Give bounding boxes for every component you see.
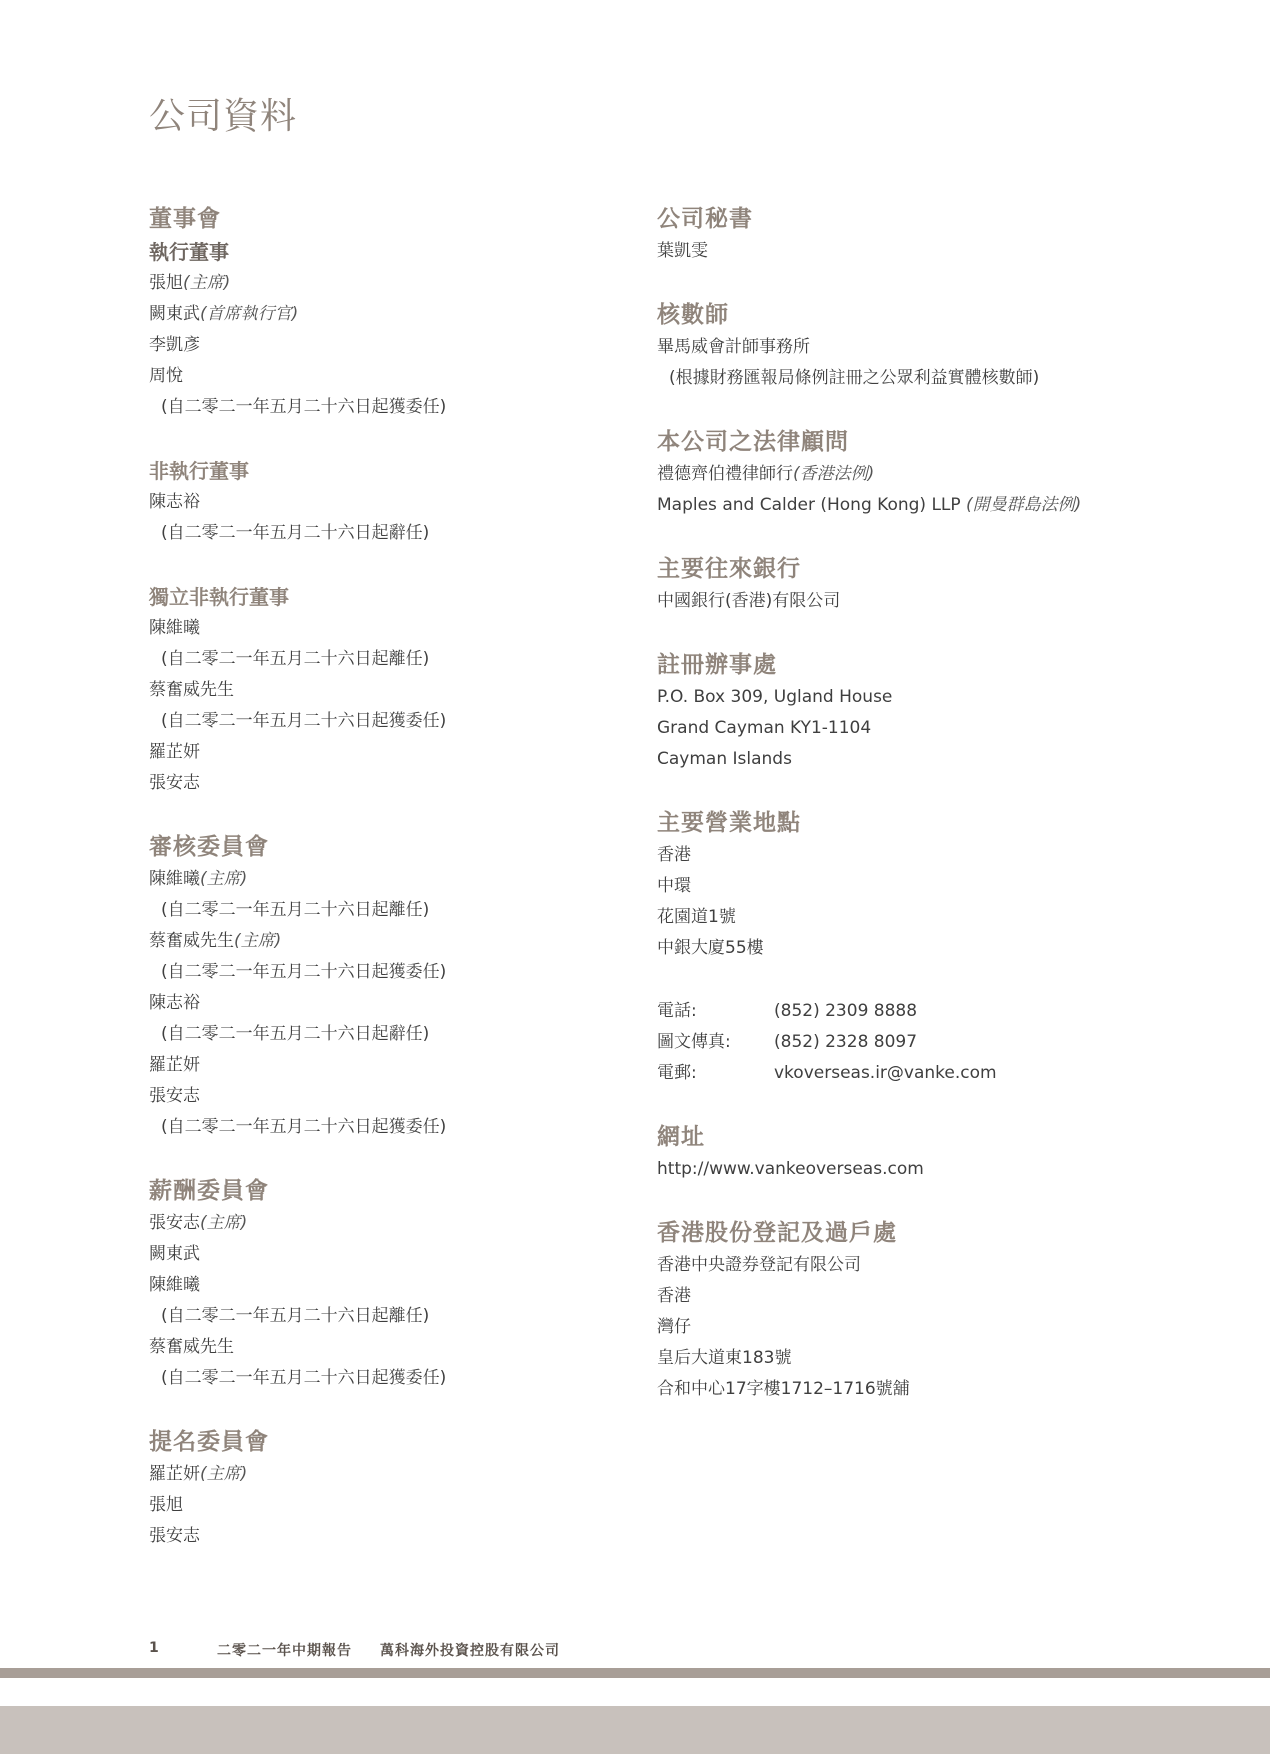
list-item: (自二零二一年五月二十六日起離任) — [161, 900, 430, 920]
report-name: 二零二一年中期報告 — [217, 1643, 352, 1659]
independent-director: 陳維曦 — [149, 618, 200, 638]
address-line: 皇后大道東183號 — [657, 1348, 792, 1368]
address-line: 香港 — [657, 845, 691, 865]
address-line: Cayman Islands — [657, 749, 792, 769]
footer-band-thin — [0, 1668, 1270, 1678]
address-line: 香港 — [657, 1286, 691, 1306]
list-item: 蔡奮威先生 — [149, 1337, 234, 1357]
list-item: 張安志 — [149, 1086, 200, 1106]
bank-section — [657, 552, 1237, 617]
legal-advisers-section — [657, 425, 1237, 521]
executive-director: 周悅 — [149, 366, 183, 386]
auditor-title: 核數師 — [657, 302, 729, 328]
independent-director: 羅芷妍 — [149, 742, 200, 762]
independent-director: 張安志 — [149, 773, 200, 793]
page-number: 1 — [149, 1640, 159, 1656]
registered-office-section — [657, 648, 1237, 775]
email-label: 電郵: — [657, 1063, 697, 1083]
list-item: (自二零二一年五月二十六日起離任) — [161, 1306, 430, 1326]
page-footer — [149, 1640, 560, 1660]
independent-director: 蔡奮威先生 — [149, 680, 234, 700]
list-item: 羅芷妍 — [149, 1055, 200, 1075]
address-line: 花園道1號 — [657, 907, 736, 927]
business-place-title: 主要營業地點 — [657, 810, 801, 836]
legal-advisers-title: 本公司之法律顧問 — [657, 429, 849, 455]
secretary-title: 公司秘書 — [657, 206, 753, 232]
executive-directors-title: 執行董事 — [149, 240, 229, 264]
list-item: 陳志裕 — [149, 993, 200, 1013]
list-item: 張旭 — [149, 1495, 183, 1515]
bank-name: 中國銀行(香港)有限公司 — [657, 591, 841, 611]
website-link[interactable]: http://www.vankeoverseas.com — [657, 1159, 924, 1179]
business-place-section — [657, 806, 1237, 1089]
share-registrar-section — [657, 1216, 1237, 1405]
address-line: 中銀大廈55樓 — [657, 938, 764, 958]
retirement-note: (自二零二一年五月二十六日起離任) — [161, 649, 430, 669]
address-line: 灣仔 — [657, 1317, 691, 1337]
auditor-name: 畢馬威會計師事務所 — [657, 337, 810, 357]
remuneration-committee-section — [149, 1174, 629, 1394]
address-line: Grand Cayman KY1-1104 — [657, 718, 872, 738]
non-executive-director: 陳志裕 — [149, 492, 200, 512]
fax-row — [657, 1027, 1237, 1058]
address-line: P.O. Box 309, Ugland House — [657, 687, 893, 707]
legal-adviser: 禮德齊伯禮律師行(香港法例) — [657, 464, 875, 484]
footer-band-thick — [0, 1706, 1270, 1754]
address-line: 中環 — [657, 876, 691, 896]
list-item: (自二零二一年五月二十六日起辭任) — [161, 1024, 430, 1044]
secretary-name: 葉凱雯 — [657, 241, 708, 261]
share-registrar-title: 香港股份登記及過戶處 — [657, 1220, 897, 1246]
list-item: 蔡奮威先生(主席) — [149, 931, 282, 951]
registered-office-title: 註冊辦事處 — [657, 652, 777, 678]
board-title: 董事會 — [149, 206, 221, 232]
company-name: 萬科海外投資控股有限公司 — [380, 1643, 560, 1659]
list-item: (自二零二一年五月二十六日起獲委任) — [161, 962, 447, 982]
fax-label: 圖文傳真: — [657, 1032, 731, 1052]
address-line: 合和中心17字樓1712–1716號舖 — [657, 1379, 910, 1399]
page-title: 公司資料 — [149, 96, 298, 137]
email-row — [657, 1058, 1237, 1089]
bank-title: 主要往來銀行 — [657, 556, 801, 582]
remuneration-committee-title: 薪酬委員會 — [149, 1178, 269, 1204]
appointment-note: (自二零二一年五月二十六日起獲委任) — [161, 397, 447, 417]
nomination-committee-title: 提名委員會 — [149, 1429, 269, 1455]
executive-director: 闕東武(首席執行官) — [149, 304, 299, 324]
address-line: 香港中央證券登記有限公司 — [657, 1255, 861, 1275]
executive-director: 張旭(主席) — [149, 273, 231, 293]
list-item: (自二零二一年五月二十六日起獲委任) — [161, 1117, 447, 1137]
list-item: 張安志(主席) — [149, 1213, 248, 1233]
email-value[interactable]: vkoverseas.ir@vanke.com — [774, 1063, 997, 1083]
list-item: 闕東武 — [149, 1244, 200, 1264]
phone-value: (852) 2309 8888 — [774, 1001, 918, 1021]
auditor-note: (根據財務匯報局條例註冊之公眾利益實體核數師) — [669, 368, 1040, 388]
website-title: 網址 — [657, 1124, 705, 1150]
board-section — [149, 202, 629, 799]
appointment-note: (自二零二一年五月二十六日起獲委任) — [161, 711, 447, 731]
website-section — [657, 1120, 1237, 1185]
executive-director: 李凱彥 — [149, 335, 200, 355]
left-column — [149, 202, 629, 1583]
list-item: 陳維曦(主席) — [149, 869, 248, 889]
resignation-note: (自二零二一年五月二十六日起辭任) — [161, 523, 430, 543]
list-item: 陳維曦 — [149, 1275, 200, 1295]
right-column — [657, 202, 1237, 1436]
nomination-committee-section — [149, 1425, 629, 1552]
audit-committee-section — [149, 830, 629, 1143]
list-item: 羅芷妍(主席) — [149, 1464, 248, 1484]
fax-value: (852) 2328 8097 — [774, 1032, 918, 1052]
phone-row — [657, 996, 1237, 1027]
independent-directors-title: 獨立非執行董事 — [149, 585, 289, 609]
list-item: (自二零二一年五月二十六日起獲委任) — [161, 1368, 447, 1388]
secretary-section — [657, 202, 1237, 267]
audit-committee-title: 審核委員會 — [149, 834, 269, 860]
list-item: 張安志 — [149, 1526, 200, 1546]
non-executive-directors-title: 非執行董事 — [149, 459, 249, 483]
auditor-section — [657, 298, 1237, 394]
phone-label: 電話: — [657, 1001, 697, 1021]
legal-adviser: Maples and Calder (Hong Kong) LLP (開曼群島法例) — [657, 495, 1082, 515]
